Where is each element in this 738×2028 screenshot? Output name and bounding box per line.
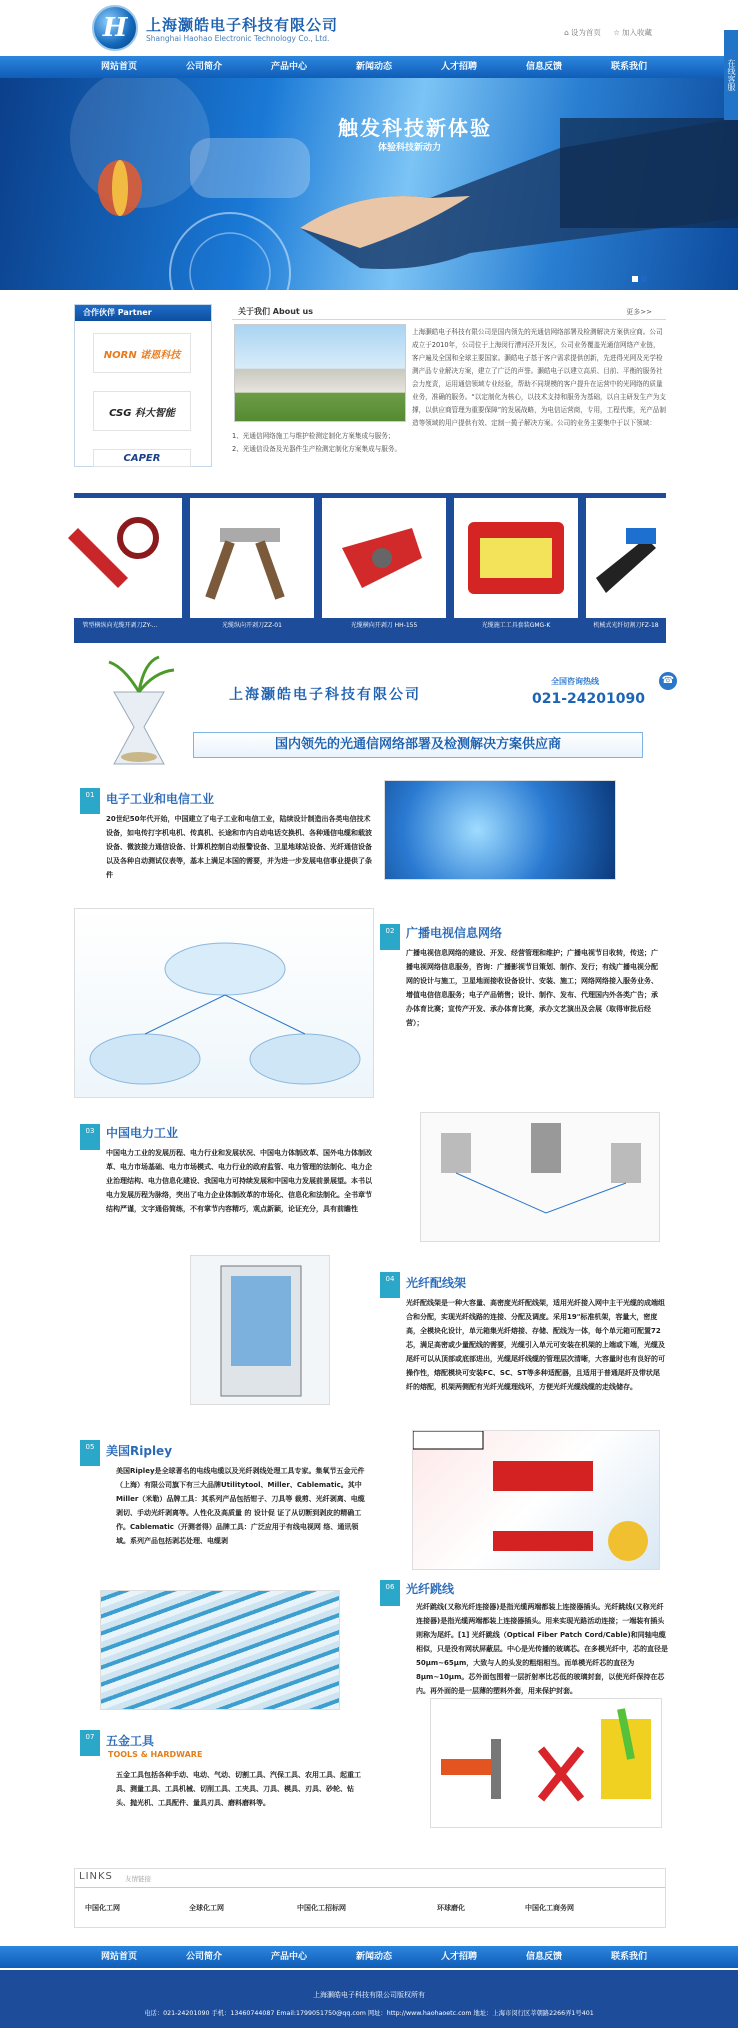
- product-caption[interactable]: 管型横纵向光缆开剥刀ZY-...: [82, 622, 158, 629]
- nav-news[interactable]: 新闻动态: [355, 62, 392, 72]
- footer-nav-feedback[interactable]: 信息反馈: [525, 1952, 562, 1962]
- section-badge: 05: [80, 1440, 100, 1466]
- footer-nav-products[interactable]: 产品中心: [270, 1952, 307, 1962]
- footer-nav: [0, 1946, 738, 1968]
- network-globe-image: [384, 780, 616, 880]
- hotline-label: 全国咨询热线: [551, 677, 599, 686]
- section-badge: 04: [380, 1272, 400, 1298]
- links-divider: [75, 1887, 665, 1888]
- site-header: [0, 0, 738, 56]
- top-links: [554, 27, 652, 38]
- section-title: 中国电力工业: [106, 1126, 179, 1140]
- star-icon: ☆: [613, 28, 620, 37]
- partner-logo-csg[interactable]: CSG 科大智能: [93, 391, 191, 431]
- section-badge: 02: [380, 924, 400, 950]
- company-name-cn: 上海灏皓电子科技有限公司: [146, 16, 339, 34]
- links-title: LINKS: [79, 1871, 113, 1882]
- section-badge: 06: [380, 1580, 400, 1606]
- fiber-rack-image: [190, 1255, 330, 1405]
- friend-link[interactable]: 中国化工商务网: [525, 1904, 574, 1912]
- ripley-ad-image: [412, 1430, 660, 1570]
- company-logo-icon[interactable]: H: [92, 5, 138, 51]
- set-homepage-link[interactable]: 设为首页: [570, 28, 601, 37]
- footer-nav-home[interactable]: 网站首页: [100, 1952, 137, 1962]
- nav-about[interactable]: 公司简介: [185, 62, 222, 72]
- product-caption[interactable]: 光缆施工工具套装GMG-K: [481, 622, 551, 629]
- section-badge: 07: [80, 1730, 100, 1756]
- section-title: 美国Ripley: [106, 1444, 173, 1458]
- phone-icon: ☎: [659, 672, 677, 690]
- partner-logo-norn[interactable]: NORN 诺恩科技: [93, 333, 191, 373]
- section-title: 光纤跳线: [406, 1582, 455, 1596]
- product-caption[interactable]: 光缆横向开剥刀 HH-155: [350, 622, 418, 629]
- banner-slogan: 国内领先的光通信网络部署及检测解决方案供应商: [193, 732, 643, 758]
- hero-artwork: [0, 78, 738, 290]
- section-text: 光纤跳线(又称光纤连接器)是指光缆两端都装上连接器插头。光纤跳线(又称光纤连接器)是指光缆两端都装上连接器插头。用来实现光路活动连接；一端装有插头则称为尾纤。[1] 光纤跳线（Optical Fiber Patch Cord/Cable)和同轴电缆相似，只是没有网状屏蔽层。中心是光传播的玻璃芯。在多模光纤中，芯的直径是50μm~65μm，大致与人的头发的粗细相当。而单模光纤芯的直径为8μm~10μm。芯外面包围着一层折射率比芯低的玻璃封套，以使光纤保持在芯内。再外面的是一层薄的塑料外套，用来保护封套。: [416, 1603, 668, 1695]
- section-text: 美国Ripley是全球著名的电线电缆以及光纤剥线处理工具专家。集氧节五金元件（上海）有限公司旗下有三大品牌Utilitytool、Miller、Cablematic。其中Miller（米勒）品牌工具：其系列产品包括钳子、刀具等 裁剪、光纤剥离、电缆剥切、手动光纤剥离等。人性化及高质量 的 设计促 证了从切断到剥皮的精确工作。Cablematic（开测者得）品牌工具：广泛应用于有线电视网 络、通讯领域。系列产品包括剥芯处理、电缆剥: [116, 1467, 365, 1545]
- about-item-2: 2、光通信设备及光器件生产检测定制化方案集成与服务。: [232, 445, 402, 453]
- nav-contact[interactable]: 联系我们: [610, 62, 647, 72]
- section-title: 电子工业和电信工业: [106, 792, 215, 806]
- section-title: 广播电视信息网络: [406, 926, 503, 940]
- hero-banner: [0, 78, 738, 290]
- footer-nav-about[interactable]: 公司简介: [185, 1952, 222, 1962]
- online-service-tab[interactable]: 在线客服: [724, 30, 738, 120]
- add-favorite-link[interactable]: 加入收藏: [622, 28, 652, 37]
- section-text: 20世纪50年代开始，中国建立了电子工业和电信工业，陆续设计制造出各类电信技术设备，如电传打字机电机、传真机、长途和市内自动电话交换机、各种通信电缆和载波设备、微波接力通信设备、计算机控制自动报警设备、卫星地球站设备、光纤通信设备以及各种自动测试仪表等，基本上满足本国的需要，并为进一步发展电信事业提供了条件: [106, 815, 372, 879]
- home-icon: ⌂: [564, 28, 569, 37]
- links-subtitle: 友情链接: [125, 1875, 151, 1883]
- section-title: 五金工具: [106, 1734, 155, 1748]
- product-card[interactable]: [454, 498, 578, 618]
- about-item-1: 1、光通信网络施工与维护检测定制化方案集成与服务；: [232, 432, 395, 440]
- main-nav: [0, 56, 738, 78]
- product-card[interactable]: [190, 498, 314, 618]
- hero-title: 触发科技新体验: [338, 116, 492, 140]
- footer-nav-news[interactable]: 新闻动态: [355, 1952, 392, 1962]
- friend-link[interactable]: 中国化工招标网: [297, 1904, 346, 1912]
- section-text: 中国电力工业的发展历程、电力行业和发展状况、中国电力体制改革、国外电力体制改革、电力市场基础、电力市场模式、电力行业的政府监管、电力管理的法制化、电力企业治理结构、电力信息化建设、我国电力可持续发展和中国电力发展前景展望。本书以电力发展历程为脉络，突出了电力企业体制改革的市场化、信息化和法制化。全书章节结构严谨，文字通俗简练，不有掌节内容精巧，观点新颖，论证充分，具有前瞻性: [106, 1149, 372, 1213]
- product-strip: [74, 493, 666, 643]
- footer-copyright: 上海灏皓电子科技有限公司版权所有: [313, 1991, 425, 1999]
- about-heading: 关于我们 About us: [232, 304, 666, 320]
- about-more-link[interactable]: 更多>>: [626, 308, 652, 316]
- hero-subtitle: 体验科技新动力: [378, 143, 442, 153]
- network-diagram-image: [74, 908, 374, 1098]
- section-badge: 01: [80, 788, 100, 814]
- section-text: 光纤配线架是一种大容量、高密度光纤配线架，适用光纤接入网中主干光缆的成端组合和分配，实现光纤线路的连接、分配及调度。采用19"标准机架，容量大，密度高，全模块化设计，单元箱集光纤熔接、存储、配线为一体，每个单元箱可配置72芯，满足高密或少量配线的需要，光缆引入单元可安装在机架的上端或下端，光缆及尾纤可以从顶部或底部进出，光缆尾纤线缆的管理层次清晰，大容量时也有良好的可操作性，熔配模块可安装FC、SC、ST等多种适配器，且适用于普通尾纤及带状尾纤的熔配，机架两侧配有光纤光缆理线环，方便光纤光缆线缆的走线储存。: [406, 1299, 665, 1391]
- hardware-tools-image: [430, 1698, 662, 1828]
- section-text: 广播电视信息网络的建设、开发、经营管理和维护；广播电视节目收转，传送；广播电视网络信息服务，咨询：广播影视节目策划、制作、发行；有线广播电视分配网的设计与施工，卫星地面接收设备设计、安装、施工；网络网络接入服务业务、增值电信信息服务；电子产品销售；设计、制作、发布、代理国内外各类广告；承办体育比赛；宣传产开发、承办体育比赛，承办文艺演出及会展（取得审批后经营）；: [406, 949, 658, 1027]
- nav-products[interactable]: 产品中心: [270, 62, 307, 72]
- nav-home[interactable]: 网站首页: [100, 62, 137, 72]
- product-card[interactable]: [58, 498, 182, 618]
- hourglass-plant-image: [84, 652, 194, 772]
- hero-dot[interactable]: [632, 276, 638, 282]
- product-caption[interactable]: 光缆纵向开剥刀ZZ-01: [222, 622, 282, 629]
- nav-feedback[interactable]: 信息反馈: [525, 62, 562, 72]
- fiber-patch-cord-image: [100, 1590, 340, 1710]
- section-badge: 03: [80, 1124, 100, 1150]
- partner-panel: [74, 304, 212, 467]
- product-caption[interactable]: 机械式光纤切割刀FZ-18: [593, 622, 659, 629]
- nav-jobs[interactable]: 人才招聘: [440, 62, 477, 72]
- friend-link[interactable]: 全球化工网: [189, 1904, 224, 1912]
- partner-heading: 合作伙伴 Partner: [75, 305, 211, 321]
- hotline-number: 021-24201090: [532, 691, 645, 707]
- company-name-en: Shanghai Haohao Electronic Technology Co., Ltd.: [146, 34, 330, 43]
- banner-company-name: 上海灏皓电子科技有限公司: [229, 687, 421, 703]
- about-paragraph: 上海灏皓电子科技有限公司是国内领先的光通信网络部署及检测解决方案供应商。公司成立于2010年，公司位于上海闵行漕河泾开发区，公司业务覆盖光通信网络产业链，客户遍及全国和全球主要国家。灏皓电子基于客户需求提供创新，先进得光网及光学检测产品专业解决方案，建立了广泛的声誉。灏皓电子以建立高质、目前、平衡的服务社会力度责，运用通信领域专业经验，帮助不同规模的客户提升在运营中的光网络的质量业务，准确的服务。“以定制化为核心，以技术支持和服务为基础，以自主研发生产为支撑，以供应商管理为重要保障”的发展战略，为电信运营商，专用，工程代维，光产品制造等领域的用户提供有效、定制一揽子解决方案。公司的业务主要集中于以下领域：: [412, 328, 666, 427]
- footer-contact: 电话：021-24201090 手机：13460744087 Email:1799051750@qq.com 网址：http://www.haohaoetc.com 地址：上海市闵行区莘朝路2266弄1号401: [144, 2010, 594, 2017]
- slogan-banner: [74, 652, 675, 772]
- friend-links-panel: [74, 1868, 666, 1928]
- partner-logo-caper[interactable]: CAPER: [93, 449, 191, 467]
- power-network-image: [420, 1112, 660, 1242]
- about-panel: [232, 304, 666, 470]
- friend-link[interactable]: 环球磨化: [437, 1904, 465, 1912]
- footer-nav-contact[interactable]: 联系我们: [610, 1952, 647, 1962]
- product-card[interactable]: [322, 498, 446, 618]
- section-title-en: TOOLS & HARDWARE: [108, 1750, 203, 1759]
- section-text: 五金工具包括各种手动、电动、气动、切割工具、汽保工具、农用工具、起重工具、测量工具、工具机械、切削工具、工夹具、刀具、模具、刃具、砂轮、钻头、抛光机、工具配件、量具刃具、磨料磨料等。: [116, 1771, 361, 1807]
- footer-nav-jobs[interactable]: 人才招聘: [440, 1952, 477, 1962]
- about-text: [232, 326, 666, 456]
- product-card[interactable]: [586, 498, 666, 618]
- hero-pager: [632, 274, 650, 285]
- friend-link[interactable]: 中国化工网: [85, 1904, 120, 1912]
- about-image-spacer: [232, 326, 412, 422]
- hero-dot-active[interactable]: [641, 276, 647, 282]
- section-title: 光纤配线架: [406, 1276, 467, 1290]
